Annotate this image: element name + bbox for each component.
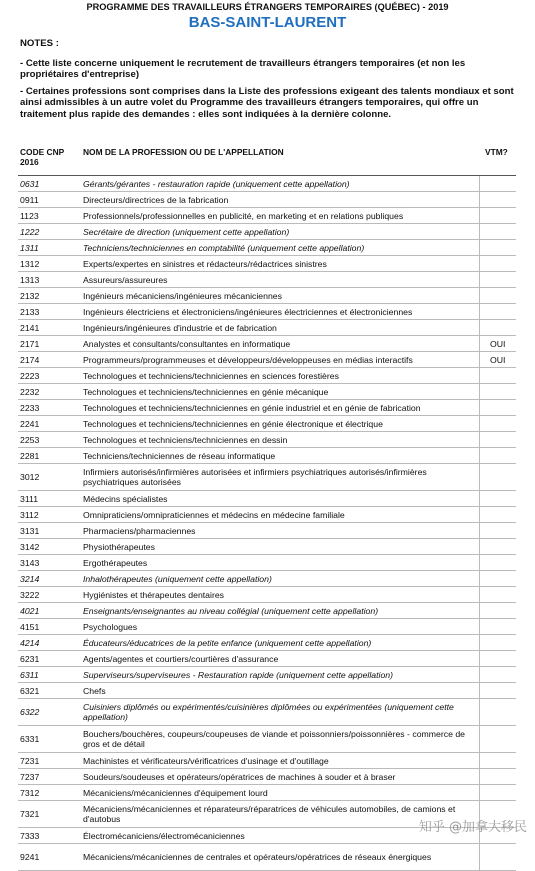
- row-code: 2223: [18, 368, 81, 384]
- row-profession-name: Technologues et techniciens/techniciennes en génie industriel et en génie de fabrication: [81, 400, 479, 416]
- header-line-2: PROGRAMME DES TRAVAILLEURS ÉTRANGERS TEMPORAIRES (QUÉBEC) - 2019: [86, 2, 449, 12]
- row-profession-name: Psychologues: [81, 619, 479, 635]
- row-profession-name: Physiothérapeutes: [81, 539, 479, 555]
- row-code: 2232: [18, 384, 81, 400]
- table-row: [18, 416, 516, 432]
- table-row: [18, 507, 516, 523]
- table-row: [18, 304, 516, 320]
- row-profession-name: Chefs: [81, 683, 479, 699]
- row-vtm: [479, 523, 516, 539]
- row-code: 0911: [18, 192, 81, 208]
- row-vtm: [479, 603, 516, 619]
- row-profession-name: Techniciens/techniciennes en comptabilité (uniquement cette appellation): [81, 240, 479, 256]
- row-vtm: [479, 726, 516, 753]
- table-row: [18, 384, 516, 400]
- row-profession-name: Enseignants/enseignantes au niveau collégial (uniquement cette appellation): [81, 603, 479, 619]
- row-profession-name: Agents/agentes et courtiers/courtières d'assurance: [81, 651, 479, 667]
- row-vtm: [479, 192, 516, 208]
- row-profession-name: Éducateurs/éducatrices de la petite enfance (uniquement cette appellation): [81, 635, 479, 651]
- row-vtm: [479, 683, 516, 699]
- row-code: 6331: [18, 726, 81, 753]
- row-profession-name: Technologues et techniciens/techniciennes en dessin: [81, 432, 479, 448]
- table-row: [18, 683, 516, 699]
- table-row: [18, 368, 516, 384]
- note-2: - Certaines professions sont comprises dans la Liste des professions exigeant des talents mondiaux et sont ainsi admissibles à un autre volet du Programme des travailleurs étrangers temporaires, qui offre un traitement plus rapide des demandes : elles sont indiquées à la dernière colonne.: [20, 85, 514, 120]
- row-code: 2132: [18, 288, 81, 304]
- row-profession-name: Ingénieurs mécaniciens/ingénieures mécaniciennes: [81, 288, 479, 304]
- table-row: [18, 539, 516, 555]
- row-vtm: [479, 539, 516, 555]
- row-profession-name: Superviseurs/superviseures - Restauration rapide (uniquement cette appellation): [81, 667, 479, 683]
- row-profession-name: Électromécaniciens/électromécaniciennes: [81, 828, 479, 844]
- table-row: [18, 432, 516, 448]
- row-code: 7333: [18, 828, 81, 844]
- row-vtm: [479, 464, 516, 491]
- row-vtm: [479, 432, 516, 448]
- table-row: [18, 667, 516, 683]
- table-row: [18, 635, 516, 651]
- row-profession-name: Technologues et techniciens/techniciennes en génie mécanique: [81, 384, 479, 400]
- row-vtm: [479, 288, 516, 304]
- row-vtm: OUI: [479, 336, 516, 352]
- row-profession-name: Bouchers/bouchères, coupeurs/coupeuses de viande et poissonniers/poissonnières - commerce de gros et de détail: [81, 726, 479, 753]
- row-profession-name: Professionnels/professionnelles en publicité, en marketing et en relations publiques: [81, 208, 479, 224]
- row-vtm: [479, 208, 516, 224]
- table-row: [18, 619, 516, 635]
- row-code: 4151: [18, 619, 81, 635]
- table-row: [18, 224, 516, 240]
- row-code: 2133: [18, 304, 81, 320]
- row-profession-name: Ingénieurs/ingénieures d'industrie et de fabrication: [81, 320, 479, 336]
- row-code: 2241: [18, 416, 81, 432]
- row-vtm: [479, 416, 516, 432]
- row-code: 2281: [18, 448, 81, 464]
- row-profession-name: Analystes et consultants/consultantes en informatique: [81, 336, 479, 352]
- row-code: 3012: [18, 464, 81, 491]
- table-row: [18, 288, 516, 304]
- row-code: 7237: [18, 769, 81, 785]
- row-vtm: [479, 176, 516, 192]
- row-profession-name: Soudeurs/soudeuses et opérateurs/opératrices de machines à souder et à braser: [81, 769, 479, 785]
- row-vtm: [479, 304, 516, 320]
- row-profession-name: Ingénieurs électriciens et électroniciens/ingénieures électriciennes et électroniciennes: [81, 304, 479, 320]
- table-body: [18, 176, 516, 871]
- row-vtm: OUI: [479, 352, 516, 368]
- row-code: 3143: [18, 555, 81, 571]
- row-profession-name: Machinistes et vérificateurs/vérificatrices d'usinage et d'outillage: [81, 753, 479, 769]
- table-row: [18, 651, 516, 667]
- row-profession-name: Gérants/gérantes - restauration rapide (uniquement cette appellation): [81, 176, 479, 192]
- notes-section: [20, 38, 519, 120]
- row-profession-name: Ergothérapeutes: [81, 555, 479, 571]
- row-profession-name: Cuisiniers diplômés ou expérimentés/cuisinières diplômées ou expérimentées (uniquement cette appellation): [81, 699, 479, 726]
- table-row: [18, 785, 516, 801]
- row-code: 2141: [18, 320, 81, 336]
- table-row: [18, 208, 516, 224]
- row-code: 2253: [18, 432, 81, 448]
- row-vtm: [479, 491, 516, 507]
- row-code: 7321: [18, 801, 81, 828]
- row-vtm: [479, 699, 516, 726]
- row-vtm: [479, 384, 516, 400]
- row-profession-name: Experts/expertes en sinistres et rédacteurs/rédactrices sinistres: [81, 256, 479, 272]
- row-profession-name: Mécaniciens/mécaniciennes de centrales et opérateurs/opératrices de réseaux énergiques: [81, 844, 479, 871]
- table-row: [18, 192, 516, 208]
- table-row: [18, 400, 516, 416]
- row-profession-name: Technologues et techniciens/techniciennes en génie électronique et électrique: [81, 416, 479, 432]
- row-vtm: [479, 571, 516, 587]
- note-1: - Cette liste concerne uniquement le recrutement de travailleurs étrangers temporaires (et non les propriétaires d'entreprise): [20, 57, 466, 80]
- row-vtm: [479, 753, 516, 769]
- row-code: 6322: [18, 699, 81, 726]
- row-code: 3214: [18, 571, 81, 587]
- table-row: [18, 555, 516, 571]
- table-row: [18, 769, 516, 785]
- table-row: [18, 844, 516, 871]
- table-row: [18, 320, 516, 336]
- row-code: 1123: [18, 208, 81, 224]
- row-code: 6321: [18, 683, 81, 699]
- row-code: 0631: [18, 176, 81, 192]
- row-vtm: [479, 555, 516, 571]
- row-vtm: [479, 507, 516, 523]
- row-vtm: [479, 844, 516, 871]
- row-code: 2233: [18, 400, 81, 416]
- table-row: [18, 256, 516, 272]
- column-header-vtm: VTM?: [479, 146, 516, 176]
- table-row: [18, 726, 516, 753]
- row-code: 6311: [18, 667, 81, 683]
- table-row: [18, 491, 516, 507]
- row-profession-name: Inhalothérapeutes (uniquement cette appellation): [81, 571, 479, 587]
- row-profession-name: Mécaniciens/mécaniciennes et réparateurs/réparatrices de véhicules automobiles, de camions et d'autobus: [81, 801, 479, 828]
- row-vtm: [479, 667, 516, 683]
- row-vtm: [479, 635, 516, 651]
- row-code: 4021: [18, 603, 81, 619]
- row-vtm: [479, 224, 516, 240]
- row-code: 6231: [18, 651, 81, 667]
- table-row: [18, 603, 516, 619]
- row-profession-name: Infirmiers autorisés/infirmières autorisées et infirmiers psychiatriques autorisés/infirmières psychiatriques autorisées: [81, 464, 479, 491]
- row-profession-name: Techniciens/techniciennes de réseau informatique: [81, 448, 479, 464]
- row-vtm: [479, 272, 516, 288]
- row-code: 1222: [18, 224, 81, 240]
- profession-table: [18, 146, 516, 871]
- table-row: [18, 753, 516, 769]
- table-row: [18, 464, 516, 491]
- table-row: [18, 587, 516, 603]
- row-code: 3131: [18, 523, 81, 539]
- watermark: 知乎 @加拿大移民: [418, 820, 527, 835]
- row-profession-name: Omnipraticiens/omnipraticiennes et médecins en médecine familiale: [81, 507, 479, 523]
- row-profession-name: Assureurs/assureures: [81, 272, 479, 288]
- row-vtm: [479, 368, 516, 384]
- table-row: [18, 448, 516, 464]
- row-code: 7312: [18, 785, 81, 801]
- row-profession-name: Mécaniciens/mécaniciennes d'équipement lourd: [81, 785, 479, 801]
- row-vtm: [479, 769, 516, 785]
- row-code: 4214: [18, 635, 81, 651]
- table-row: [18, 336, 516, 352]
- row-code: 2174: [18, 352, 81, 368]
- document-header: [0, 0, 535, 13]
- notes-title: NOTES :: [20, 38, 59, 49]
- row-vtm: [479, 400, 516, 416]
- region-title: BAS-SAINT-LAURENT: [188, 14, 347, 31]
- row-vtm: [479, 320, 516, 336]
- table-header-row: [18, 146, 516, 176]
- row-code: 1313: [18, 272, 81, 288]
- table-row: [18, 272, 516, 288]
- table-row: [18, 571, 516, 587]
- table-row: [18, 352, 516, 368]
- row-code: 3222: [18, 587, 81, 603]
- column-header-code: CODE CNP 2016: [18, 146, 81, 176]
- row-code: 2171: [18, 336, 81, 352]
- row-profession-name: Pharmaciens/pharmaciennes: [81, 523, 479, 539]
- table-row: [18, 699, 516, 726]
- table-row: [18, 240, 516, 256]
- row-vtm: [479, 256, 516, 272]
- row-profession-name: Programmeurs/programmeuses et développeurs/développeuses en médias interactifs: [81, 352, 479, 368]
- row-code: 3142: [18, 539, 81, 555]
- table-row: [18, 523, 516, 539]
- row-vtm: [479, 587, 516, 603]
- row-profession-name: Hygiénistes et thérapeutes dentaires: [81, 587, 479, 603]
- row-vtm: [479, 240, 516, 256]
- row-code: 1311: [18, 240, 81, 256]
- row-code: 3112: [18, 507, 81, 523]
- row-vtm: [479, 651, 516, 667]
- row-vtm: [479, 448, 516, 464]
- row-profession-name: Technologues et techniciens/techniciennes en sciences forestières: [81, 368, 479, 384]
- table-row: [18, 176, 516, 192]
- row-profession-name: Directeurs/directrices de la fabrication: [81, 192, 479, 208]
- row-vtm: [479, 785, 516, 801]
- row-code: 1312: [18, 256, 81, 272]
- row-code: 7231: [18, 753, 81, 769]
- row-profession-name: Secrétaire de direction (uniquement cette appellation): [81, 224, 479, 240]
- row-code: 9241: [18, 844, 81, 871]
- row-vtm: [479, 619, 516, 635]
- column-header-name: NOM DE LA PROFESSION OU DE L'APPELLATION: [81, 146, 479, 176]
- row-code: 3111: [18, 491, 81, 507]
- row-profession-name: Médecins spécialistes: [81, 491, 479, 507]
